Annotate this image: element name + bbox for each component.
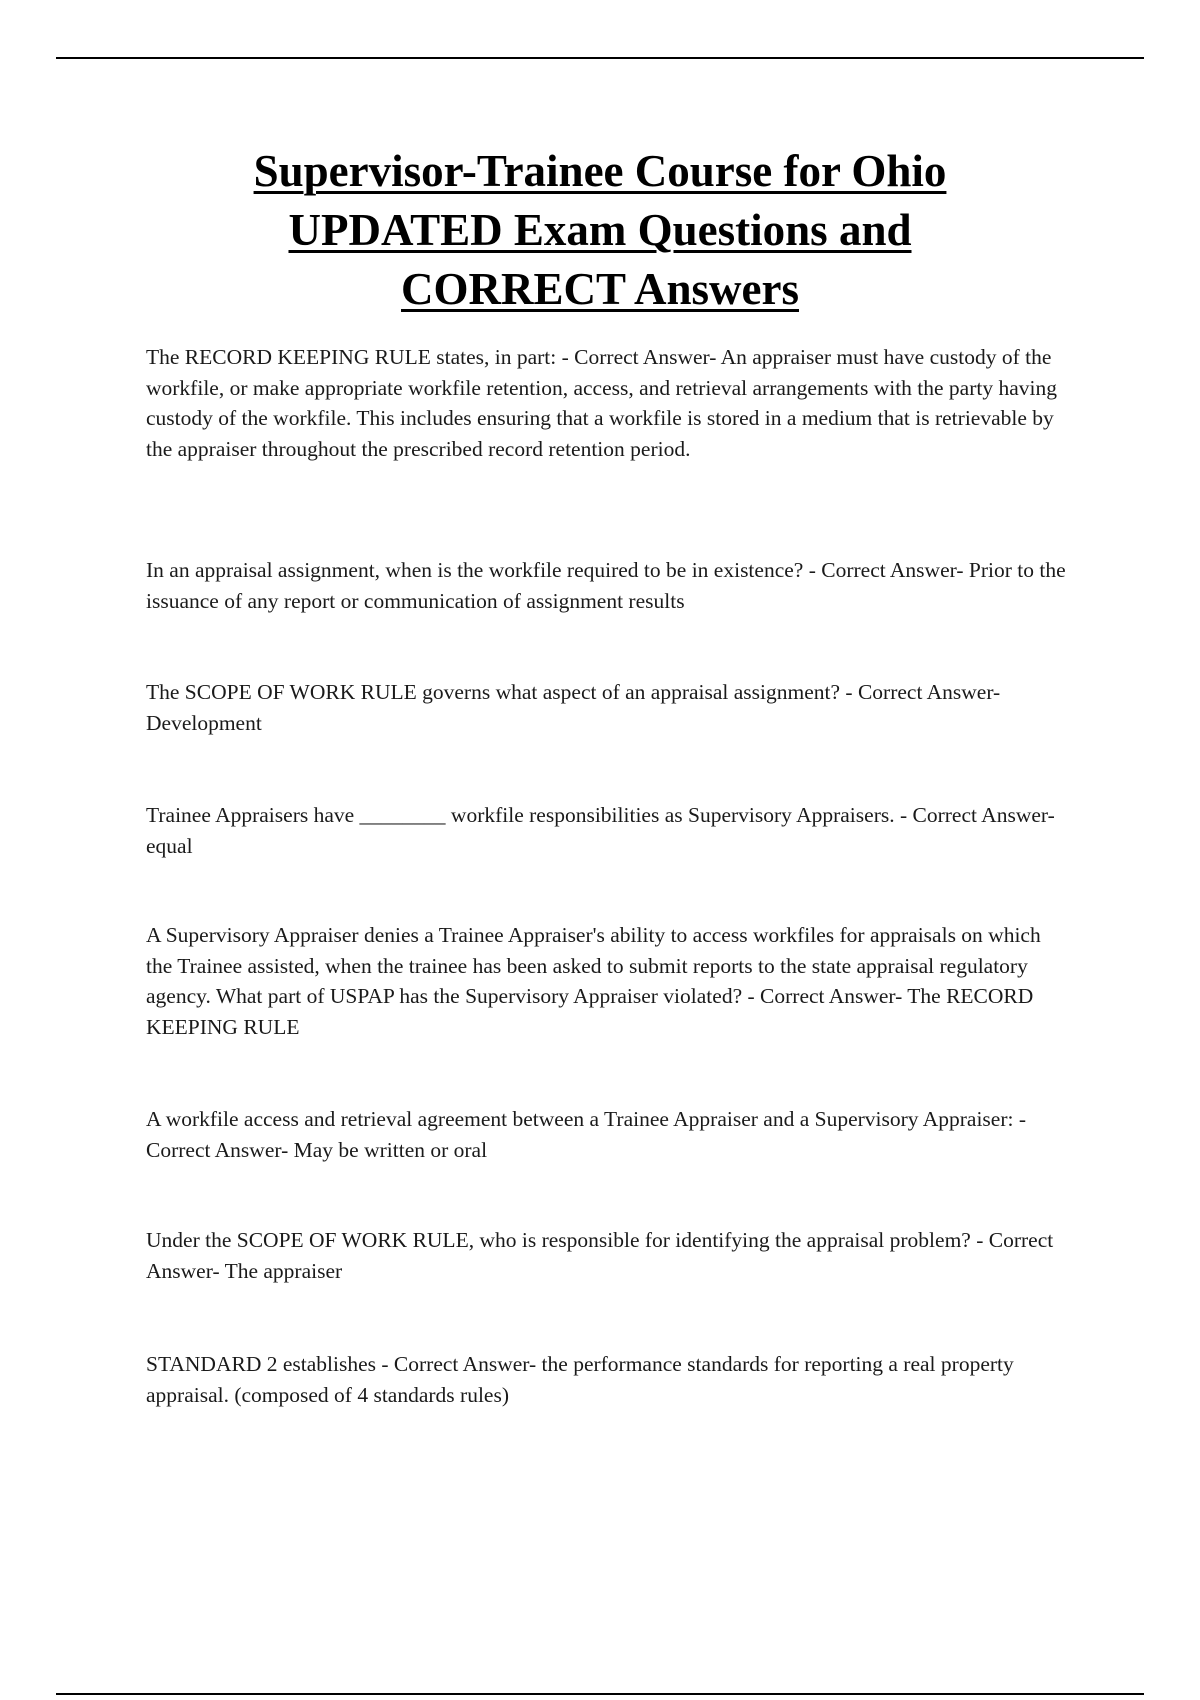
qa-item-appraisal-problem: [146, 1225, 1066, 1286]
answer-separator: - Correct Answer-: [146, 1228, 1054, 1283]
answer-text: An appraiser must have custody of the workfile, or make appropriate workfile retention, access, and retrieval arrangements with the party having custody of the workfile. This includes ensuring that a workfile is stored in a medium that is retrievable by the appraiser throughout the prescribed record retention period.: [146, 345, 1057, 461]
question-text: The RECORD KEEPING RULE states, in part:: [146, 345, 557, 369]
answer-text: The appraiser: [224, 1258, 343, 1283]
answer-text: The RECORD KEEPING RULE: [146, 984, 1034, 1039]
answer-text: Development: [146, 710, 262, 735]
qa-item-record-keeping: [146, 342, 1066, 464]
answer-text: the performance standards for reporting a real property appraisal. (composed of 4 standards rules): [146, 1352, 1014, 1407]
question-text: Under the SCOPE OF WORK RULE, who is responsible for identifying the appraisal problem?: [146, 1228, 971, 1252]
answer-text: May be written or oral: [293, 1137, 488, 1162]
answer-separator: - Correct Answer-: [840, 680, 1001, 704]
answer-separator: - Correct Answer-: [803, 558, 969, 582]
qa-item-trainee-responsibilities: [146, 800, 1066, 861]
answer-separator: - Correct Answer-: [894, 803, 1055, 827]
question-text: The SCOPE OF WORK RULE governs what aspect of an appraisal assignment?: [146, 680, 841, 704]
question-text: A workfile access and retrieval agreement between a Trainee Appraiser and a Supervisory Appraiser:: [146, 1107, 1014, 1131]
question-text: Trainee Appraisers have ________ workfile responsibilities as Supervisory Appraisers.: [146, 803, 895, 827]
answer-separator: - Correct Answer-: [742, 984, 908, 1008]
question-text: STANDARD 2 establishes: [146, 1352, 376, 1376]
question-text: In an appraisal assignment, when is the workfile required to be in existence?: [146, 558, 804, 582]
question-text: A Supervisory Appraiser denies a Trainee Appraiser's ability to access workfiles for appraisals on which the Trainee assisted, when the trainee has been asked to submit reports to the state appraisal regulatory agency. What part of USPAP has the Supervisory Appraiser violated?: [146, 923, 1041, 1008]
answer-text: Prior to the issuance of any report or communication of assignment results: [146, 558, 1066, 613]
top-rule: [56, 57, 1144, 59]
qa-item-scope-of-work: [146, 677, 1066, 738]
document-title: [100, 142, 1100, 319]
answer-text: equal: [146, 833, 193, 858]
title-line-2: UPDATED Exam Questions and: [288, 205, 912, 255]
qa-item-standard-2: [146, 1349, 1066, 1410]
qa-item-access-denied: [146, 920, 1066, 1042]
qa-item-access-agreement: [146, 1104, 1066, 1165]
title-line-3: CORRECT Answers: [401, 264, 799, 314]
bottom-rule: [56, 1693, 1144, 1695]
answer-separator: - Correct Answer-: [556, 345, 721, 369]
answer-separator: - Correct Answer-: [376, 1352, 542, 1376]
title-line-1: Supervisor-Trainee Course for Ohio: [253, 146, 947, 196]
answer-separator: - Correct Answer-: [146, 1107, 1027, 1162]
qa-item-workfile-existence: [146, 555, 1066, 616]
